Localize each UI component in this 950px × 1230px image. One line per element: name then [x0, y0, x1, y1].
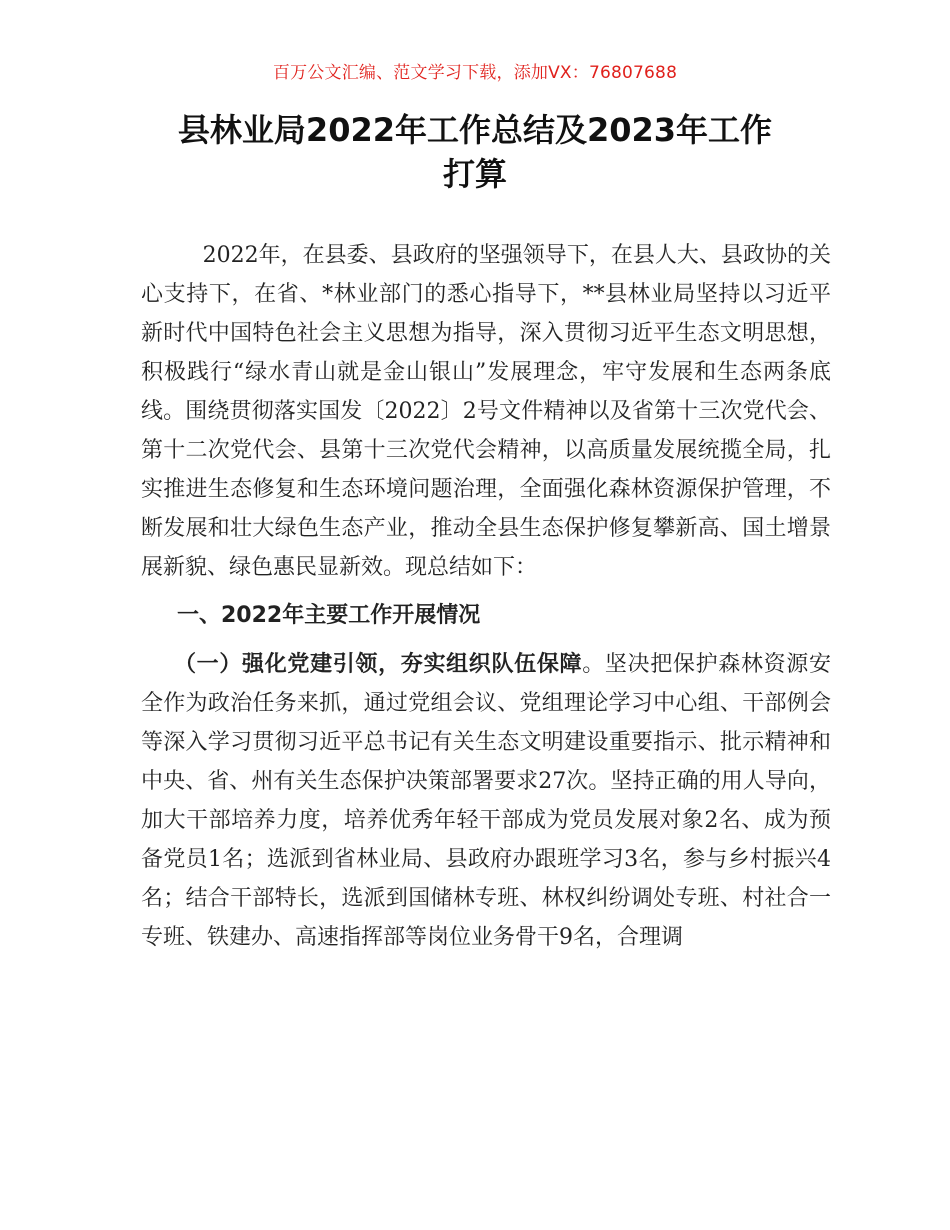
subsection-title-1: （一）强化党建引领，夯实组织队伍保障 — [174, 652, 583, 677]
subsection-paragraph-1 — [141, 645, 831, 957]
document-title — [120, 108, 830, 196]
title-line-2: 打算 — [442, 155, 507, 193]
intro-paragraph: 2022年，在县委、县政府的坚强领导下，在县人大、县政协的关心支持下，在省、*林业部门的悉心指导下，**县林业局坚持以习近平新时代中国特色社会主义思想为指导，深入贯彻习近平生态文明思想，积极践行“绿水青山就是金山银山”发展理念，牢守发展和生态两条底线。围绕贯彻落实国发〔2022〕2号文件精神以及省第十三次党代会、第十二次党代会、县第十三次党代会精神，以高质量发展统揽全局，扎实推进生态修复和生态环境问题治理，全面强化森林资源保护管理，不断发展和壮大绿色生态产业，推动全县生态保护修复攀新高、国土增景展新貌、绿色惠民显新效。现总结如下： — [141, 243, 831, 580]
watermark-banner: 百万公文汇编、范文学习下载，添加VX：76807688 — [272, 63, 678, 83]
document-body — [141, 236, 831, 957]
section-heading-1: 一、2022年主要工作开展情况 — [177, 603, 481, 628]
title-line-1: 县林业局2022年工作总结及2023年工作 — [177, 111, 773, 149]
subsection-body-1: 。坚决把保护森林资源安全作为政治任务来抓，通过党组会议、党组理论学习中心组、干部例会等深入学习贯彻习近平总书记有关生态文明建设重要指示、批示精神和中央、省、州有关生态保护决策部署要求27次。坚持正确的用人导向，加大干部培养力度，培养优秀年轻干部成为党员发展对象2名、成为预备党员1名；选派到省林业局、县政府办跟班学习3名，参与乡村振兴4名；结合干部特长，选派到国储林专班、林权纠纷调处专班、村社合一专班、铁建办、高速指挥部等岗位业务骨干9名，合理调 — [141, 652, 831, 950]
